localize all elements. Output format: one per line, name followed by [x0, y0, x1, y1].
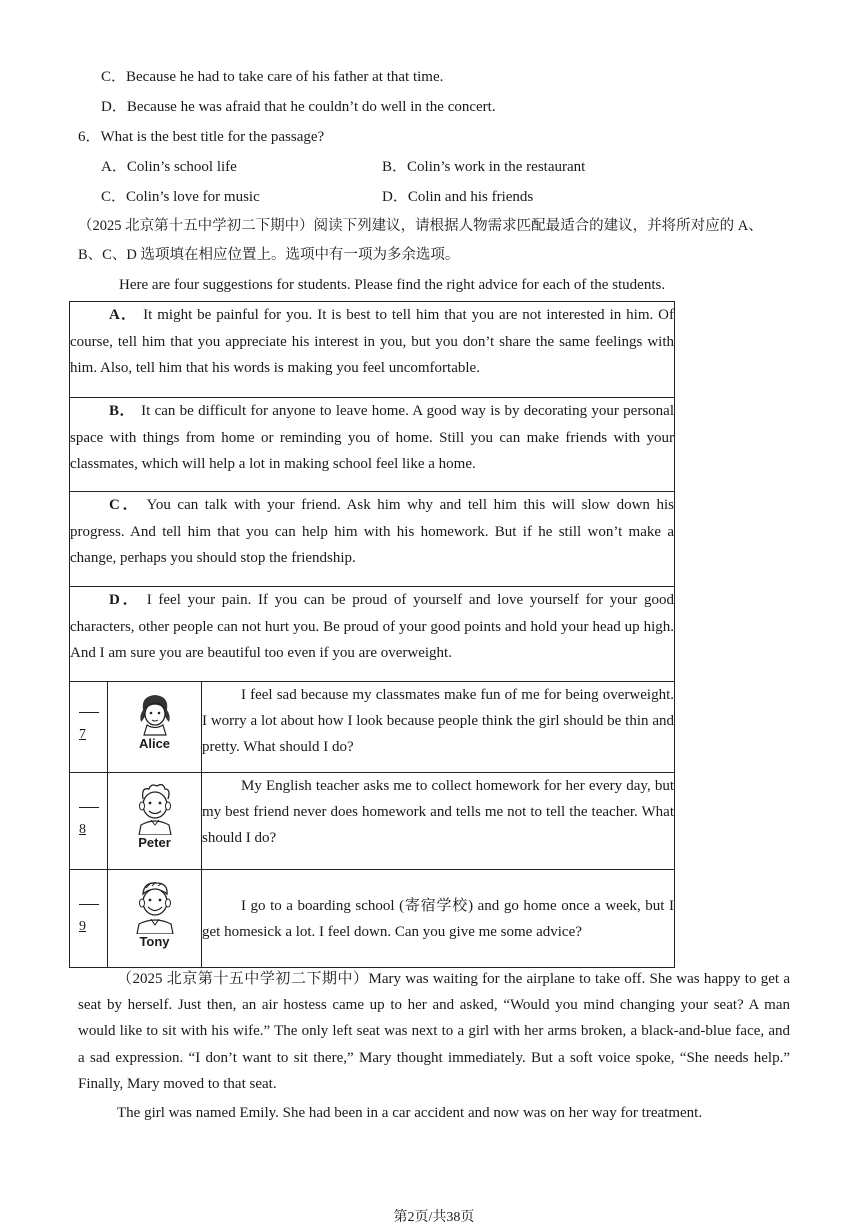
- student-picture-cell: [108, 773, 202, 870]
- advice-text: It can be difficult for anyone to leave home. A good way is by decorating your personal space with things from home or reminding you of home. Still you can make friends with your classmates, which will help a lot in making school feel like a home.: [70, 403, 674, 472]
- student-request: [202, 870, 675, 968]
- q6-stem: [78, 127, 324, 147]
- q6-option-d: [382, 187, 533, 207]
- question-number: 8: [79, 822, 86, 837]
- student-name: Alice: [138, 736, 171, 751]
- option-text: Colin’s school life: [126, 159, 237, 175]
- question-text: What is the best title for the passage?: [100, 129, 325, 145]
- option-text: Colin’s love for music: [126, 189, 260, 205]
- student-request: [202, 682, 675, 773]
- page-footer: 第2页/共38页: [393, 1210, 475, 1225]
- question-number: 7: [79, 727, 86, 742]
- option-letter: D．: [382, 189, 408, 205]
- section-instruction-line2: B、C、D 选项填在相应位置上。选项中有一项为多余选项。: [78, 247, 460, 263]
- advice-label: B．: [109, 403, 136, 419]
- advice-label: C．: [109, 497, 141, 513]
- passage-paragraph-2: The girl was named Emily. She had been in a car accident and now was on her way for treatment.: [117, 1105, 703, 1121]
- advice-row: [70, 398, 675, 492]
- option-letter: B．: [382, 159, 408, 175]
- option-text: Colin’s work in the restaurant: [407, 159, 586, 175]
- girl-portrait-icon: [133, 690, 177, 736]
- advice-row: [70, 302, 675, 398]
- advice-label: A．: [109, 307, 138, 323]
- answer-blank-cell: [70, 773, 108, 870]
- q6-option-a: [101, 157, 237, 177]
- request-text: I feel sad because my classmates make fun of me for being overweight. I worry a lot about how I look because people think the girl should be thin and pretty. What should I do?: [202, 687, 674, 755]
- advice-row: [70, 587, 675, 682]
- student-portrait: [108, 690, 201, 751]
- answer-blank[interactable]: [79, 712, 101, 743]
- q5-option-c: [101, 67, 443, 87]
- option-text: Because he had to take care of his father at that time.: [126, 69, 444, 85]
- advice-label: D．: [109, 592, 141, 608]
- passage-paragraph-1: （2025 北京第十五中学初二下期中）Mary was waiting for the airplane to take off. She was happy to get a seat by herself. Just then, an air hostess came up to her and asked, “Would you mind changing your seat? A man would like to sit with his wife.” The only left seat was next to a girl with her arms broken, a black-and-blue face, and a sad expression. “I don’t want to sit there,” Mary thought immediately. But a soft voice spoke, “She needs help.” Finally, Mary moved to that seat.: [78, 971, 790, 1092]
- advice-d: [70, 587, 675, 682]
- option-text: Colin and his friends: [407, 189, 534, 205]
- q5-option-d: [101, 97, 496, 117]
- option-letter: D．: [101, 99, 127, 115]
- answer-blank-cell: [70, 870, 108, 968]
- student-name: Peter: [138, 835, 171, 850]
- student-row: [70, 870, 675, 968]
- answer-blank[interactable]: [79, 904, 101, 935]
- option-letter: A．: [101, 159, 127, 175]
- request-text: My English teacher asks me to collect homework for her every day, but my best friend never does homework and tells me not to tell the teacher. What should I do?: [202, 778, 674, 846]
- advice-text: It might be painful for you. It is best to tell him that you are not interested in him. Of course, tell him that you appreciate his interest in you, but you don’t share the same feelings with him. Also, tell him that his words is making you feel uncomfortable.: [70, 307, 674, 376]
- student-request: [202, 773, 675, 870]
- answer-blank[interactable]: [79, 807, 101, 838]
- section-instruction-line1: （2025 北京第十五中学初二下期中）阅读下列建议，请根据人物需求匹配最适合的建议，并将所对应的 A、: [78, 218, 763, 234]
- option-letter: C．: [101, 189, 127, 205]
- student-portrait: [108, 878, 201, 949]
- student-row: [70, 773, 675, 870]
- section-intro: Here are four suggestions for students. Please find the right advice for each of the students.: [119, 277, 666, 293]
- request-text: I go to a boarding school (寄宿学校) and go home once a week, but I get homesick a lot. I feel down. Can you give me some advice?: [202, 897, 674, 940]
- boy-portrait-icon: [131, 781, 179, 835]
- option-letter: C．: [101, 69, 127, 85]
- boy-portrait-icon: [130, 878, 180, 934]
- student-picture-cell: [108, 682, 202, 773]
- student-portrait: [108, 781, 201, 850]
- option-text: Because he was afraid that he couldn’t do well in the concert.: [126, 99, 496, 115]
- advice-c: [70, 492, 675, 587]
- student-name: Tony: [139, 934, 170, 949]
- advice-row: [70, 492, 675, 587]
- advice-text: I feel your pain. If you can be proud of yourself and love yourself for your good characters, other people can not hurt you. Be proud of your good points and hold your head up high. And I am sure you are beautiful too even if you are overweight.: [70, 592, 674, 661]
- q6-option-c: [101, 187, 260, 207]
- advice-text: You can talk with your friend. Ask him why and tell him this will slow down his progress. And tell him that you can help him with his homework. But if he still won’t make a change, perhaps you should stop the friendship.: [70, 497, 674, 566]
- answer-blank-cell: [70, 682, 108, 773]
- student-row: [70, 682, 675, 773]
- advice-table: [69, 301, 675, 968]
- advice-a: [70, 302, 675, 398]
- advice-b: [70, 398, 675, 492]
- student-picture-cell: [108, 870, 202, 968]
- question-number: 9: [79, 919, 86, 934]
- question-number: 6．: [78, 129, 101, 145]
- q6-option-b: [382, 157, 585, 177]
